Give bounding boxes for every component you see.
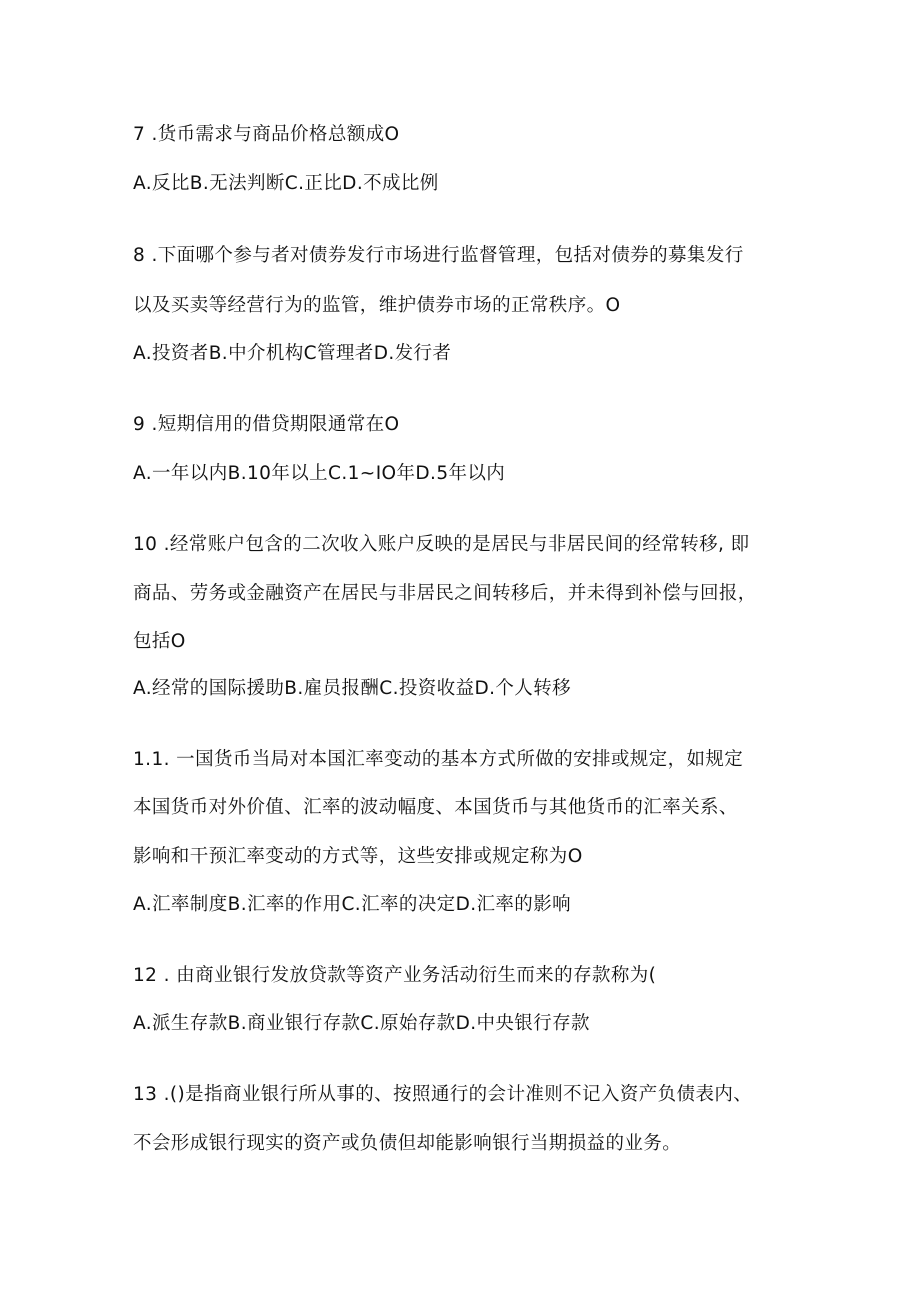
question-13-text-line-1: 13 .()是指商业银行所从事的、按照通行的会计准则不记入资产负债表内、 — [133, 1084, 753, 1105]
question-12-options: A.派生存款B.商业银行存款C.原始存款D.中央银行存款 — [133, 1013, 590, 1034]
question-13-text-line-2: 不会形成银行现实的资产或负债但却能影响银行当期损益的业务。 — [133, 1133, 682, 1154]
question-11-text-line-3: 影响和干预汇率变动的方式等，这些安排或规定称为O — [133, 846, 583, 867]
question-10-text-line-3: 包括O — [133, 631, 186, 652]
question-8-text-line-1: 8 .下面哪个参与者对债券发行市场进行监督管理，包括对债券的募集发行 — [133, 245, 744, 266]
question-11-text-line-1: 1.1. 一国货币当局对本国汇率变动的基本方式所做的安排或规定，如规定 — [133, 749, 744, 770]
question-11-options: A.汇率制度B.汇率的作用C.汇率的决定D.汇率的影响 — [133, 894, 572, 915]
question-9-text-line-1: 9 .短期信用的借贷期限通常在O — [133, 414, 400, 435]
question-10-text-line-2: 商品、劳务或金融资产在居民与非居民之间转移后，并未得到补偿与回报， — [133, 583, 757, 604]
question-8-options: A.投资者B.中介机构C管理者D.发行者 — [133, 343, 452, 364]
question-12-text-line-1: 12 . 由商业银行发放贷款等资产业务活动衍生而来的存款称为( — [133, 965, 657, 986]
question-10-options: A.经常的国际援助B.雇员报酬C.投资收益D.个人转移 — [133, 678, 572, 699]
question-7-text-line-1: 7 .货币需求与商品价格总额成O — [133, 124, 400, 145]
question-9-options: A.一年以内B.10年以上C.1~IO年D.5年以内 — [133, 463, 506, 484]
question-11-text-line-2: 本国货币对外价值、汇率的波动幅度、本国货币与其他货币的汇率关系、 — [133, 797, 738, 818]
question-7-options: A.反比B.无法判断C.正比D.不成比例 — [133, 173, 439, 194]
question-10-text-line-1: 10 .经常账户包含的二次收入账户反映的是居民与非居民间的经常转移, 即 — [133, 534, 750, 555]
question-8-text-line-2: 以及买卖等经营行为的监管，维护债券市场的正常秩序。O — [133, 295, 621, 316]
